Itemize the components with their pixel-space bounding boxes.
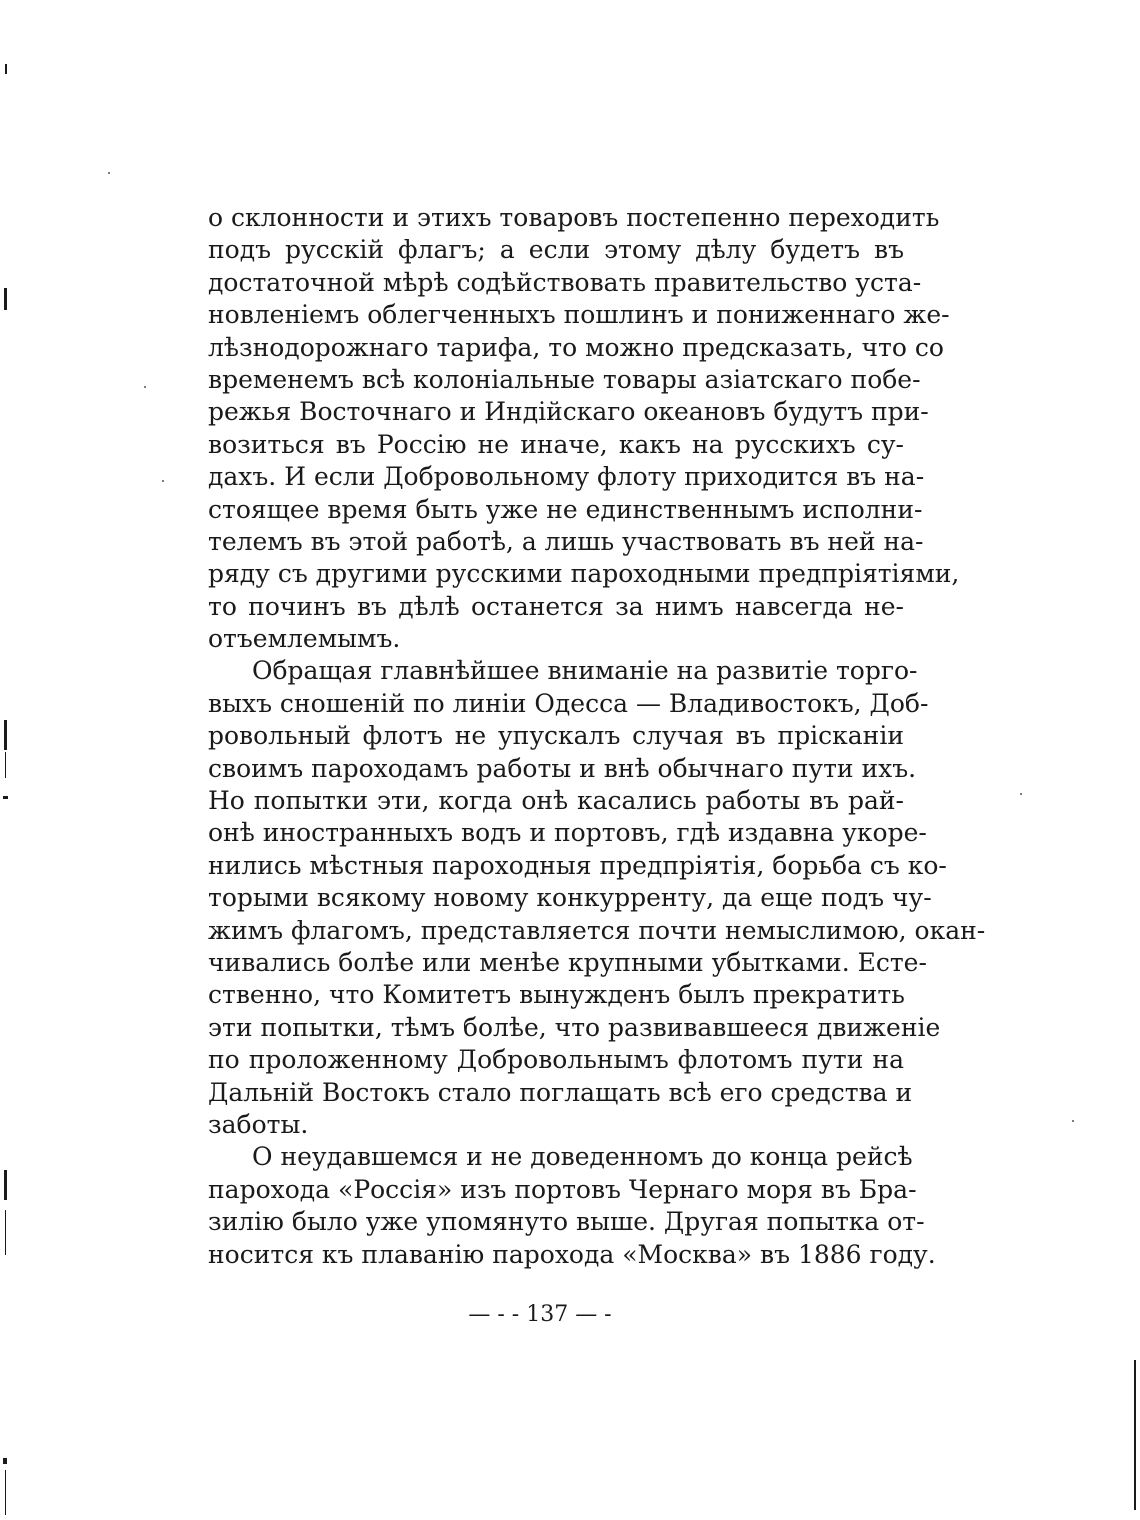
paragraph-2 (208, 655, 986, 1141)
scan-mark (1134, 1360, 1136, 1510)
scan-mark (5, 1210, 6, 1255)
scan-mark (3, 796, 8, 799)
page-number: — - - 137 — - (468, 1302, 612, 1327)
text-line: телемъ въ этой работѣ, а лишь участвовать въ ней на- (208, 526, 924, 556)
text-line: онѣ иностранныхъ водъ и портовъ, гдѣ издавна укоре- (208, 818, 927, 848)
text-line: дахъ. И если Добровольному флоту приходится въ на- (208, 462, 925, 492)
scan-speck (108, 172, 110, 174)
paragraph-1 (208, 202, 960, 655)
scan-speck (1072, 1120, 1074, 1122)
text-line: отъемлемымъ. (208, 624, 401, 654)
text-line: Обращая главнѣйшее вниманіе на развитіе торго- (252, 656, 918, 686)
text-line: ственно, что Комитетъ вынужденъ былъ прекратить (208, 980, 905, 1010)
text-line: стоящее время быть уже не единственнымъ исполни- (208, 494, 923, 524)
scan-mark (5, 64, 7, 74)
text-line: достаточной мѣрѣ содѣйствовать правительство уста- (208, 267, 922, 297)
text-line: то починъ въ дѣлѣ останется за нимъ навсегда не- (208, 591, 904, 621)
text-line: нились мѣстныя пароходныя предпріятія, борьба съ ко- (208, 850, 947, 880)
scan-speck (162, 480, 164, 482)
scan-mark (5, 1470, 6, 1515)
text-line: возиться въ Россію не иначе, какъ на русскихъ су- (208, 429, 904, 459)
text-line: подъ русскій флагъ; а если этому дѣлу будетъ въ (208, 235, 904, 265)
scan-mark (4, 720, 7, 750)
text-line: Дальній Востокъ стало поглащать всѣ его средства и (208, 1077, 913, 1107)
paragraph-3 (208, 1141, 936, 1271)
text-line: заботы. (208, 1109, 309, 1139)
text-line: эти попытки, тѣмъ болѣе, что развивавшееся движеніе (208, 1012, 941, 1042)
text-line: зилію было уже упомянуто выше. Другая попытка от- (208, 1207, 925, 1237)
scan-mark (4, 1170, 7, 1200)
text-line: о склонности и этихъ товаровъ постепенно переходить (208, 203, 940, 232)
text-line: чивались болѣе или менѣе крупными убытками. Есте- (208, 947, 927, 977)
body-text (208, 202, 986, 1271)
text-line: режья Восточнаго и Индійскаго океановъ будутъ при- (208, 397, 929, 427)
scan-mark (5, 752, 6, 778)
text-line: жимъ флагомъ, представляется почти немыслимою, окан- (208, 915, 986, 945)
text-line: носится къ плаванію парохода «Москва» въ 1886 году. (208, 1239, 936, 1269)
text-line: по проложенному Добровольнымъ флотомъ пути на (208, 1045, 904, 1075)
scan-speck (144, 386, 146, 388)
text-line: новленіемъ облегченныхъ пошлинъ и пониженнаго же- (208, 300, 950, 330)
text-line: выхъ сношеній по линіи Одесса — Владивостокъ, Доб- (208, 688, 929, 718)
text-line: Но попытки эти, когда онѣ касались работы въ рай- (208, 786, 904, 816)
text-line: ряду съ другими русскими пароходными предпріятіями, (208, 559, 960, 589)
text-line: временемъ всѣ колоніальные товары азіатскаго побе- (208, 364, 921, 394)
scan-mark (3, 1458, 7, 1464)
text-line: торыми всякому новому конкурренту, да еще подъ чу- (208, 883, 932, 913)
text-line: лѣзнодорожнаго тарифа, то можно предсказать, что со (208, 332, 944, 362)
text-line: парохода «Россія» изъ портовъ Чернаго моря въ Бра- (208, 1174, 917, 1204)
text-line: О неудавшемся и не доведенномъ до конца рейсѣ (252, 1142, 913, 1172)
text-line: ровольный флотъ не упускалъ случая въ прісканіи (208, 721, 904, 751)
text-line: своимъ пароходамъ работы и внѣ обычнаго пути ихъ. (208, 753, 917, 783)
scan-speck (1020, 793, 1022, 795)
scan-mark (4, 288, 7, 310)
